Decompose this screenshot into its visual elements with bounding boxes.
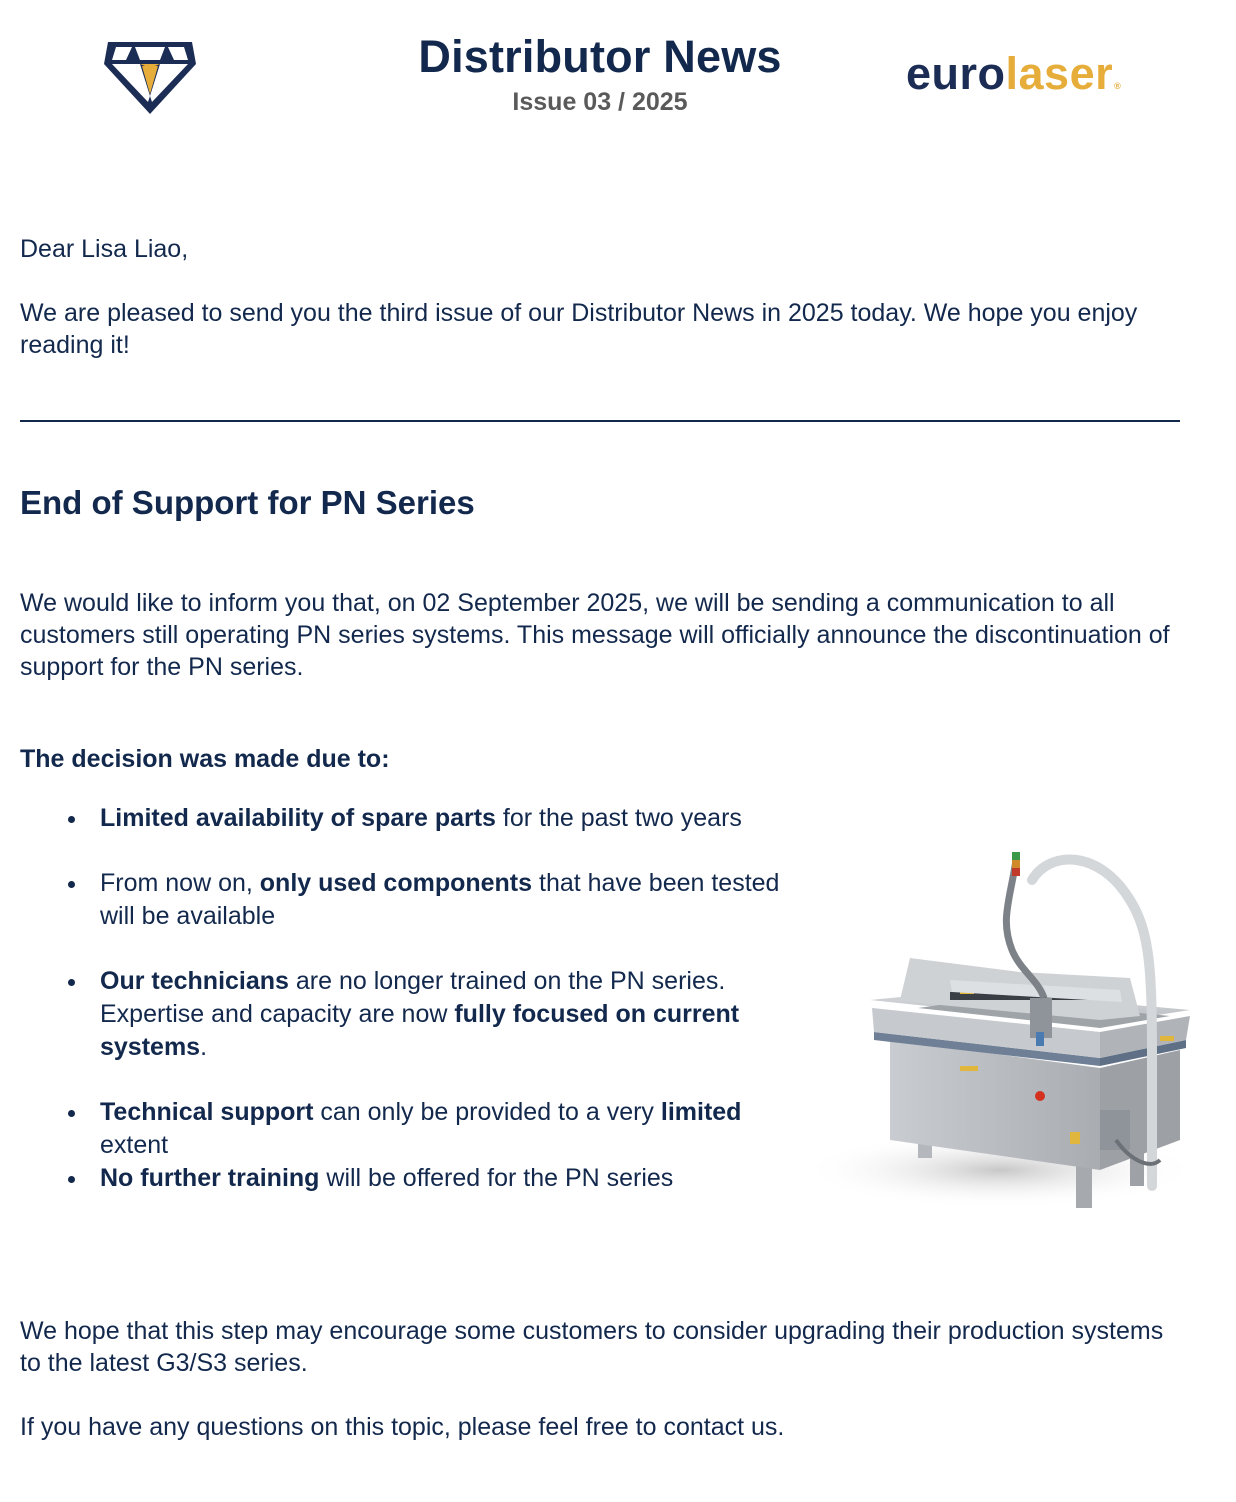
- list-item: [20, 1096, 790, 1162]
- brand-logo-part-euro: euro: [906, 48, 1006, 99]
- reason-text: can only be provided to a very: [313, 1098, 661, 1126]
- issue-number: Issue 03 / 2025: [512, 88, 688, 116]
- reason-text: are no longer trained on the PN series. Expertise and capacity are now: [100, 967, 726, 1028]
- bullet-icon: [68, 979, 75, 986]
- newsletter-title: Distributor News: [418, 31, 782, 82]
- reason-text: From now on,: [100, 869, 260, 897]
- masthead: [300, 30, 900, 118]
- closing-paragraph: We hope that this step may encourage some customers to consider upgrading their production systems to the latest G3/S3 series.: [20, 1317, 1164, 1377]
- bullet-icon: [68, 816, 75, 823]
- decision-heading: The decision was made due to:: [20, 745, 390, 773]
- newsletter-header: [0, 0, 1236, 130]
- diamond-logo-icon: [104, 38, 196, 116]
- contact-paragraph: If you have any questions on this topic, please feel free to contact us.: [20, 1413, 785, 1441]
- reason-text: .: [200, 1033, 208, 1061]
- list-item: [20, 1162, 790, 1195]
- section-title: End of Support for PN Series: [20, 484, 475, 521]
- reason-emphasis: No further training: [100, 1164, 320, 1192]
- bullet-icon: [68, 1110, 75, 1117]
- announcement-paragraph: We would like to inform you that, on 02 September 2025, we will be sending a communication to all customers still operating PN series systems. This message will officially announce the discontinuation of support for the PN series.: [20, 589, 1170, 681]
- eurolaser-logo: [906, 46, 1121, 114]
- reason-emphasis: Our technicians: [100, 967, 289, 995]
- reasons-list: [20, 802, 790, 1195]
- bullet-icon: [68, 1176, 75, 1183]
- reason-emphasis: only used components: [259, 869, 533, 897]
- reason-text: will be offered for the PN series: [319, 1164, 674, 1192]
- laser-cutting-machine-image: [800, 840, 1210, 1220]
- reason-text: for the past two years: [495, 804, 742, 832]
- list-item: [20, 867, 790, 933]
- greeting: Dear Lisa Liao,: [20, 235, 189, 263]
- reason-text: that have been tested will be available: [100, 869, 780, 930]
- reason-emphasis: limited: [660, 1098, 742, 1126]
- reason-emphasis: fully focused on current systems: [100, 1000, 740, 1061]
- bullet-icon: [68, 881, 75, 888]
- reason-emphasis: Technical support: [100, 1098, 314, 1126]
- intro-paragraph: We are pleased to send you the third issue of our Distributor News in 2025 today. We hope you enjoy reading it!: [20, 299, 1138, 359]
- list-item: [20, 802, 790, 835]
- section-divider: [20, 420, 1180, 422]
- list-item: [20, 965, 790, 1064]
- reason-emphasis: Limited availability of spare parts: [100, 804, 496, 832]
- reason-text: extent: [100, 1131, 169, 1159]
- registered-mark: ®: [1114, 81, 1122, 91]
- brand-logo-part-laser: laser: [1005, 48, 1114, 99]
